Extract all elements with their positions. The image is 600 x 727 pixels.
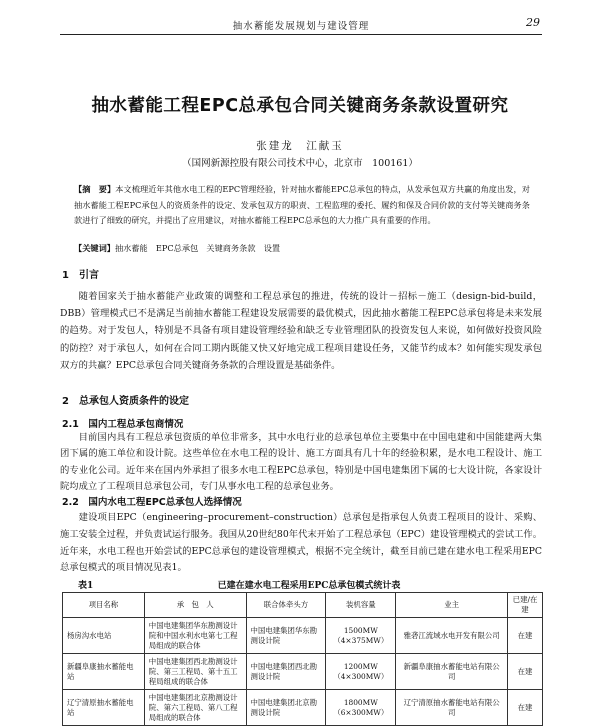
table-cell: 在建	[508, 654, 543, 690]
authors: 张建龙 江献玉	[256, 140, 344, 152]
section-1-paragraph: 随着国家关于抽水蓄能产业政策的调整和工程总承包的推进，传统的设计－招标－施工（design-bid-build，DBB）管理模式已不是满足当前抽水蓄能工程建设发展需要的最优模式，因此抽水蓄能工程EPC总承包将是未来发展的趋势。对于发包人，特别是不具备有项目建设管理经验和缺乏专业管理团队的投资发包人来说，如何做好投资风险的防控？对于承包人，如何在合同工期内既能又快又好地完成工程项目建设任务，又能节约成本？如何能实现发承包双方的共赢？EPC总承包合同关键商务条款的合理设置是基础条件。	[60, 291, 542, 371]
table-cell: 1800MW（6×300MW）	[326, 690, 396, 726]
table-cell: 雅砻江流域水电开发有限公司	[396, 618, 508, 654]
table-cell: 1200MW（4×300MW）	[326, 654, 396, 690]
section-2-heading: 2 总承包人资质条件的设定	[62, 396, 189, 407]
table-cell: 中国电建集团华东勘测设计院	[246, 618, 326, 654]
table-header-cell: 已建/在建	[508, 593, 543, 618]
keywords	[74, 243, 530, 254]
section-2-2-paragraph: 建设项目EPC（engineering–procurement–construction）总承包是指承包人负责工程项目的设计、采购、施工安装全过程，并负责试运行服务。我国从20世纪80年代末开始了工程总承包（EPC）建设管理模式的尝试工作。近年来，水电工程也开始尝试的EPC总承包的建设管理模式，根据不完全统计，截至目前已建在建水电工程采用EPC总承包模式的项目情况见表1。	[60, 512, 542, 574]
table-row	[63, 618, 543, 654]
table-cell: 在建	[508, 618, 543, 654]
section-2-1-heading: 2.1 国内工程总承包商情况	[62, 419, 184, 430]
running-title: 抽水蓄能发展规划与建设管理	[232, 21, 370, 32]
table-cell: 中国电建集团北京勘测设计院	[246, 690, 326, 726]
section-2-1-paragraph: 目前国内具有工程总承包资质的单位非常多，其中水电行业的总承包单位主要集中在中国电建和中国能建两大集团下属的施工单位和设计院。这些单位在水电工程的设计、施工方面具有几十年的经验积累，是水电工程设计、施工的专业化公司。近年来在国内外承担了很多水电工程EPC总承包，特别是中国电建集团下属的七大设计院，各家设计院均成立了工程项目总承包公司，专门从事水电工程的总承包业务。	[60, 432, 542, 492]
table-label: 表1	[78, 581, 94, 591]
table-header-cell: 承 包 人	[144, 593, 246, 618]
table-cell: 杨房沟水电站	[63, 618, 145, 654]
section-2-2-heading: 2.2 国内水电工程EPC总承包人选择情况	[62, 497, 242, 508]
table-cell: 1500MW（4×375MW）	[326, 618, 396, 654]
abstract	[74, 182, 530, 229]
affiliation: （国网新源控股有限公司技术中心，北京市 100161）	[182, 158, 418, 169]
table-title: 已建在建水电工程采用EPC总承包模式统计表	[217, 581, 401, 591]
keywords-label: 【关键词】	[74, 243, 115, 253]
table-cell: 中国电建集团西北勘测设计院	[246, 654, 326, 690]
table-cell: 新疆阜康抽水蓄能电站有限公司	[396, 654, 508, 690]
table-header-cell: 项目名称	[63, 593, 145, 618]
section-1-heading: 1 引言	[62, 270, 99, 281]
table-cell: 新疆阜康抽水蓄能电站	[63, 654, 145, 690]
table-header-cell: 业主	[396, 593, 508, 618]
page-number: 29	[526, 16, 540, 29]
table-row	[63, 654, 543, 690]
abstract-text: 本文梳理近年其他水电工程的EPC管理经验，针对抽水蓄能EPC总承包的特点，从发承包双方共赢的角度出发，对抽水蓄能工程EPC承包人的资质条件的设定、发承包双方的职责、工程监理的委托、履约和保及合同价款的支付等关键商务条款进行了细致的研究，并提出了应用建议，对抽水蓄能工程EPC总承包的大力推广具有重要的作用。	[74, 184, 530, 225]
table-cell: 辽宁清原抽水蓄能电站	[63, 690, 145, 726]
table-cell: 中国电建集团西北勘测设计院、第三工程局、第十五工程局组成的联合体	[144, 654, 246, 690]
table-cell: 在建	[508, 690, 543, 726]
abstract-label: 【摘 要】	[74, 184, 116, 194]
table-header-cell: 装机容量	[326, 593, 396, 618]
table-row	[63, 690, 543, 726]
table-cell: 中国电建集团华东勘测设计院和中国水利水电第七工程局组成的联合体	[144, 618, 246, 654]
table-cell: 辽宁清原抽水蓄能电站有限公司	[396, 690, 508, 726]
running-header	[60, 16, 542, 35]
table-header-row	[63, 593, 543, 618]
paper-title: 抽水蓄能工程EPC总承包合同关键商务条款设置研究	[91, 96, 509, 116]
epc-projects-table	[62, 592, 543, 726]
table-cell: 中国电建集团北京勘测设计院、第六工程局、第八工程局组成的联合体	[144, 690, 246, 726]
keywords-text: 抽水蓄能 EPC总承包 关键商务条款 设置	[114, 243, 281, 253]
table-header-cell: 联合体牵头方	[246, 593, 326, 618]
